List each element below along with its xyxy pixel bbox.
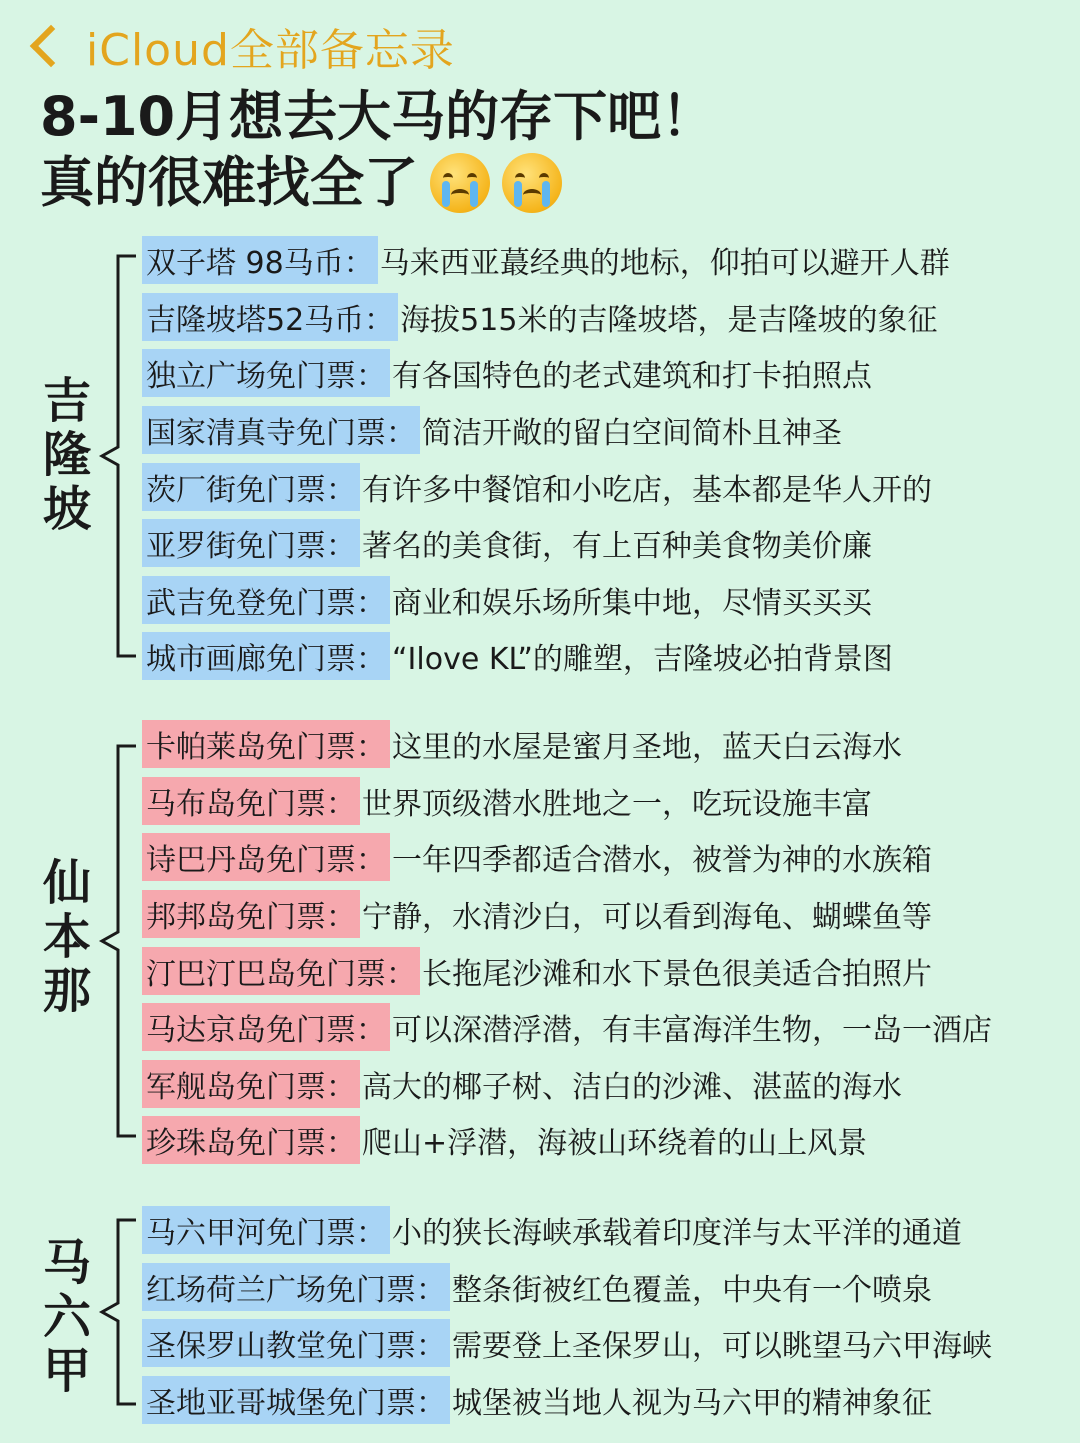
group-bracket <box>96 252 140 660</box>
item-desc: 有许多中餐馆和小吃店，基本都是华人开的 <box>362 472 932 508</box>
group-label-kuala-lumpur: 吉隆坡 <box>42 373 91 537</box>
group-label-malacca: 马六甲 <box>42 1235 91 1399</box>
item-desc: 小的狭长海峡承载着印度洋与太平洋的通道 <box>392 1216 962 1252</box>
item-desc: 著名的美食街，有上百种美食物美价廉 <box>362 529 872 565</box>
group-list-malacca <box>142 1202 992 1428</box>
item-tag: 红场荷兰广场免门票： <box>142 1263 450 1311</box>
item-desc: 商业和娱乐场所集中地，尽情买买买 <box>392 585 872 621</box>
item-tag: 珍珠岛免门票： <box>142 1116 360 1164</box>
list-item <box>142 232 950 289</box>
group-list-semporna <box>142 716 992 1169</box>
page-title <box>40 84 715 216</box>
item-desc: 可以深潜浮潜，有丰富海洋生物，一岛一酒店 <box>392 1013 992 1049</box>
nav-title[interactable]: iCloud全部备忘录 <box>86 25 455 76</box>
item-tag: 武吉免登免门票： <box>142 576 390 624</box>
list-item <box>142 345 950 402</box>
list-item <box>142 458 950 515</box>
item-desc: 海拔515米的吉隆坡塔，是吉隆坡的象征 <box>400 302 938 338</box>
item-tag: 茨厂街免门票： <box>142 463 360 511</box>
list-item <box>142 572 950 629</box>
list-item <box>142 515 950 572</box>
item-tag: 亚罗街免门票： <box>142 519 360 567</box>
item-tag: 马布岛免门票： <box>142 777 360 825</box>
nav-bar <box>22 14 455 78</box>
item-desc: 长拖尾沙滩和水下景色很美适合拍照片 <box>422 956 932 992</box>
item-tag: 双子塔 98马币： <box>142 236 378 284</box>
list-item <box>142 628 950 685</box>
item-desc: 简洁开敞的留白空间简朴且神圣 <box>422 416 842 452</box>
item-tag: 汀巴汀巴岛免门票： <box>142 947 420 995</box>
item-desc: 整条街被红色覆盖，中央有一个喷泉 <box>452 1272 932 1308</box>
loudly-crying-face-icon <box>502 153 562 213</box>
group-bracket <box>96 1216 140 1408</box>
item-desc: “Ilove KL”的雕塑，吉隆坡必拍背景图 <box>392 642 893 678</box>
list-item <box>142 402 950 459</box>
group-bracket <box>96 742 140 1140</box>
item-tag: 城市画廊免门票： <box>142 632 390 680</box>
list-item <box>142 716 992 773</box>
item-desc: 需要登上圣保罗山，可以眺望马六甲海峡 <box>452 1329 992 1365</box>
item-desc: 一年四季都适合潜水，被誉为神的水族箱 <box>392 843 932 879</box>
item-desc: 马来西亚蕞经典的地标，仰拍可以避开人群 <box>379 246 950 282</box>
list-item <box>142 1056 992 1113</box>
item-tag: 马达京岛免门票： <box>142 1003 390 1051</box>
item-desc: 城堡被当地人视为马六甲的精神象征 <box>452 1386 932 1422</box>
item-tag: 卡帕莱岛免门票： <box>142 720 390 768</box>
list-item <box>142 1372 992 1429</box>
item-tag: 圣保罗山教堂免门票： <box>142 1319 450 1367</box>
item-desc: 有各国特色的老式建筑和打卡拍照点 <box>392 359 872 395</box>
list-item <box>142 773 992 830</box>
item-desc: 爬山+浮潜，海被山环绕着的山上风景 <box>362 1126 868 1162</box>
item-tag: 军舰岛免门票： <box>142 1060 360 1108</box>
title-line-2: 真的很难找全了 <box>40 151 418 214</box>
list-item <box>142 1112 992 1169</box>
item-tag: 诗巴丹岛免门票： <box>142 833 390 881</box>
item-tag: 独立广场免门票： <box>142 349 390 397</box>
list-item <box>142 829 992 886</box>
item-tag: 吉隆坡塔52马币： <box>142 293 398 341</box>
chevron-left-icon[interactable] <box>30 25 72 67</box>
list-item <box>142 942 992 999</box>
title-line-1: 8-10月想去大马的存下吧！ <box>40 85 716 148</box>
item-tag: 圣地亚哥城堡免门票： <box>142 1376 450 1424</box>
list-item <box>142 1315 992 1372</box>
list-item <box>142 289 950 346</box>
list-item <box>142 1259 992 1316</box>
item-tag: 马六甲河免门票： <box>142 1206 390 1254</box>
item-desc: 世界顶级潜水胜地之一，吃玩设施丰富 <box>362 786 872 822</box>
loudly-crying-face-icon <box>430 153 490 213</box>
group-label-semporna: 仙本那 <box>42 855 91 1019</box>
item-desc: 高大的椰子树、洁白的沙滩、湛蓝的海水 <box>362 1069 902 1105</box>
group-list-kuala-lumpur <box>142 232 950 685</box>
list-item <box>142 999 992 1056</box>
item-desc: 宁静，水清沙白，可以看到海龟、蝴蝶鱼等 <box>362 900 932 936</box>
item-tag: 国家清真寺免门票： <box>142 406 420 454</box>
list-item <box>142 1202 992 1259</box>
item-tag: 邦邦岛免门票： <box>142 890 360 938</box>
item-desc: 这里的水屋是蜜月圣地，蓝天白云海水 <box>392 730 902 766</box>
list-item <box>142 886 992 943</box>
